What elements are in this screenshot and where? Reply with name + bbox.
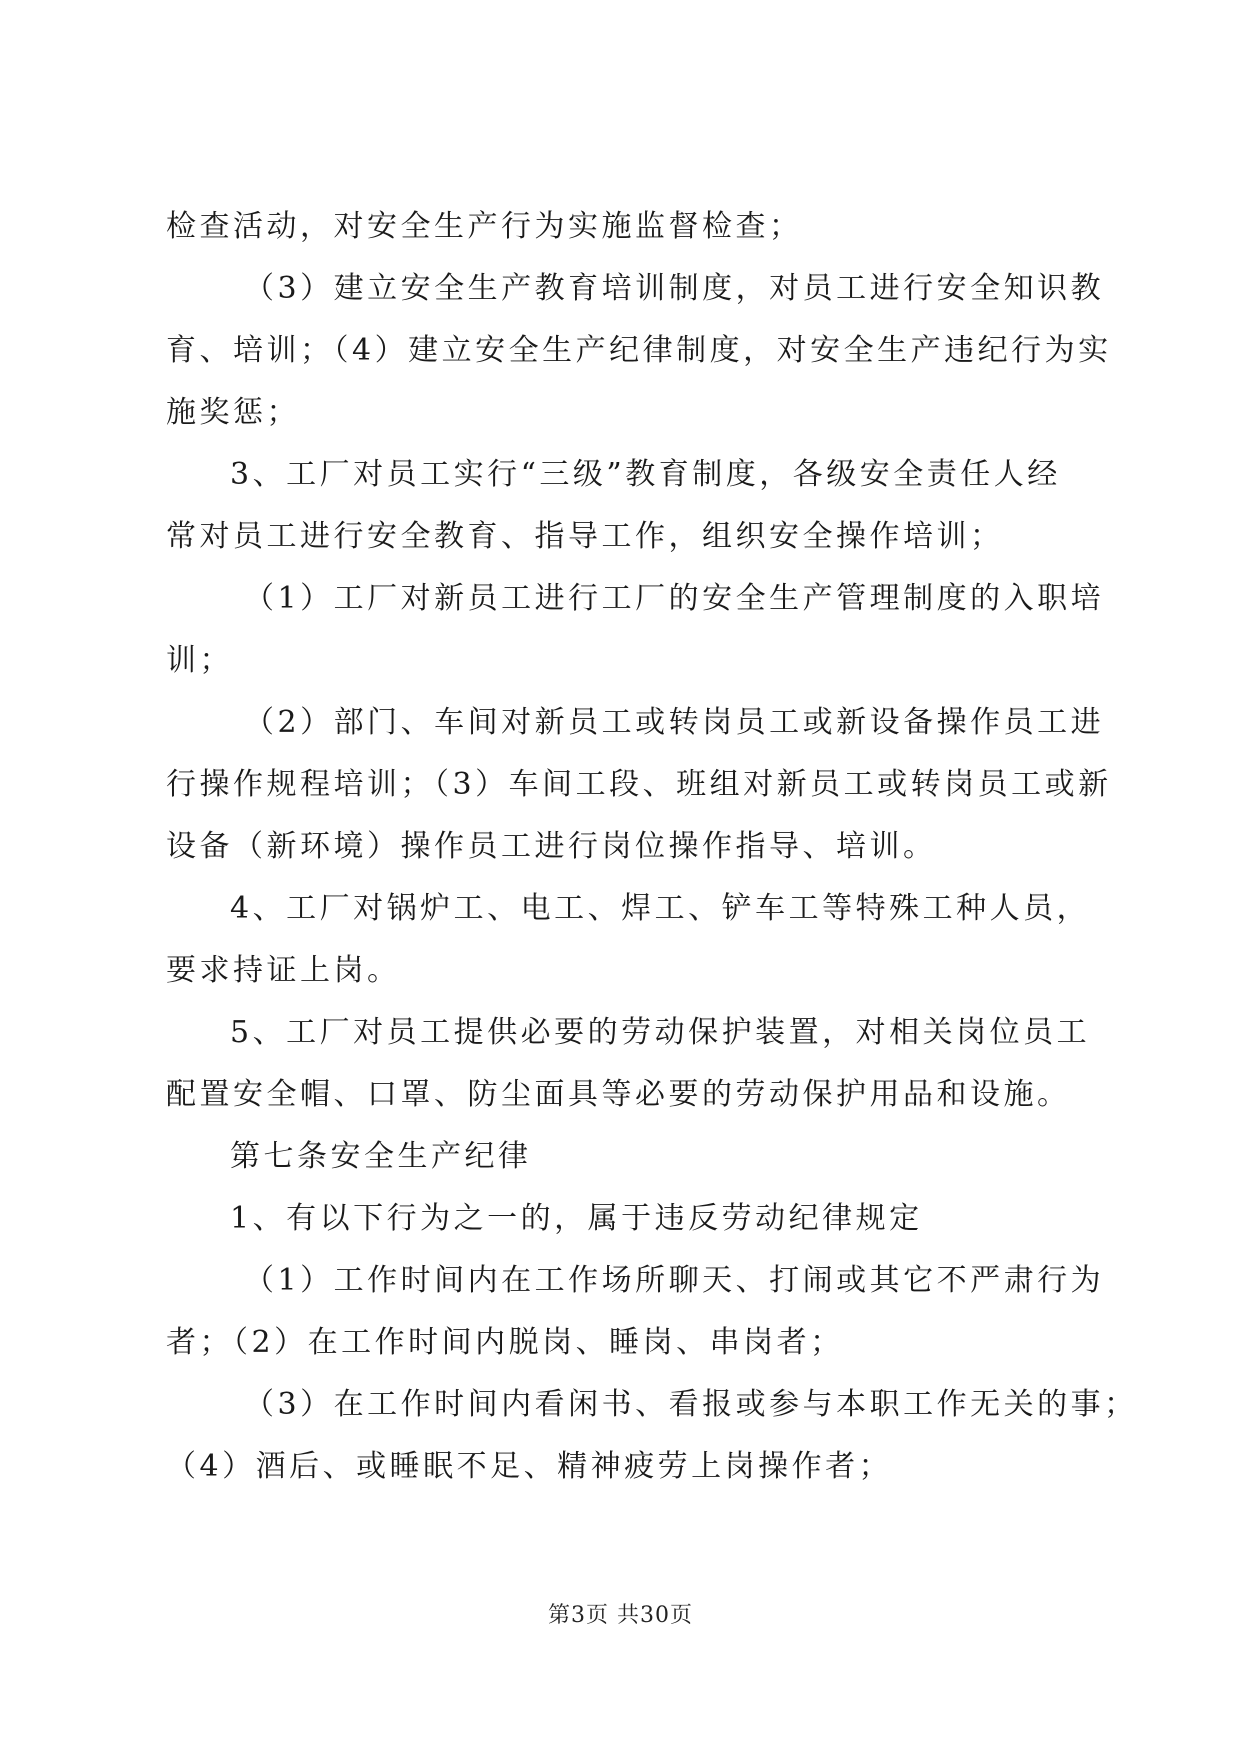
text-line-9: （2）部门、车间对新员工或转岗员工或新设备操作员工进 [244, 705, 1105, 740]
page-footer: 第3页 共30页 [548, 1603, 693, 1628]
text-line-8: 训； [166, 643, 233, 678]
text-line-17: 1、有以下行为之一的，属于违反劳动纪律规定 [230, 1201, 923, 1236]
text-line-14: 5、工厂对员工提供必要的劳动保护装置，对相关岗位员工 [230, 1015, 1091, 1050]
text-line-5: 3、工厂对员工实行“三级”教育制度，各级安全责任人经 [230, 457, 1061, 492]
text-line-11: 设备（新环境）操作员工进行岗位操作指导、培训。 [166, 829, 937, 864]
text-line-2: （3）建立安全生产教育培训制度，对员工进行安全知识教 [244, 271, 1105, 306]
text-line-19: 者；（2）在工作时间内脱岗、睡岗、串岗者； [166, 1325, 844, 1360]
text-line-12: 4、工厂对锅炉工、电工、焊工、铲车工等特殊工种人员， [230, 891, 1091, 926]
text-line-13: 要求持证上岗。 [166, 953, 401, 988]
text-line-6: 常对员工进行安全教育、指导工作，组织安全操作培训； [166, 519, 1004, 554]
text-line-4: 施奖惩； [166, 395, 300, 430]
body-text [166, 196, 1138, 1498]
text-line-7: （1）工厂对新员工进行工厂的安全生产管理制度的入职培 [244, 581, 1105, 616]
text-line-21: （4）酒后、或睡眠不足、精神疲劳上岗操作者； [166, 1449, 893, 1484]
text-line-1: 检查活动，对安全生产行为实施监督检查； [166, 209, 803, 244]
text-line-20: （3）在工作时间内看闲书、看报或参与本职工作无关的事； [244, 1387, 1138, 1422]
section-heading: 第七条安全生产纪律 [230, 1139, 532, 1174]
text-line-18: （1）工作时间内在工作场所聊天、打闹或其它不严肃行为 [244, 1263, 1105, 1298]
text-line-3: 育、培训；（4）建立安全生产纪律制度，对安全生产违纪行为实 [166, 333, 1112, 368]
text-line-15: 配置安全帽、口罩、防尘面具等必要的劳动保护用品和设施。 [166, 1077, 1071, 1112]
text-line-10: 行操作规程培训；（3）车间工段、班组对新员工或转岗员工或新 [166, 767, 1112, 802]
